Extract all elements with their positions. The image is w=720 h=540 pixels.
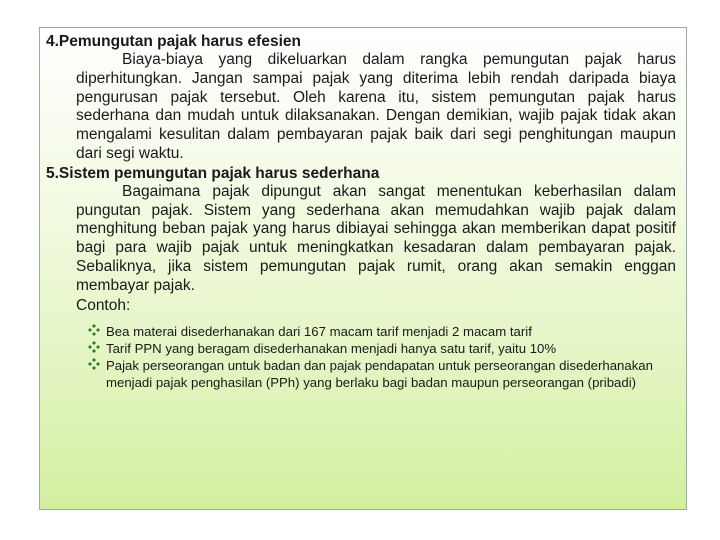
list-item [84, 340, 666, 357]
section-5-heading: 5.Sistem pemungutan pajak harus sederhana [46, 164, 380, 182]
example-text: Bea materai disederhanakan dari 167 macam tarif menjadi 2 macam tarif [106, 323, 532, 339]
example-text: Tarif PPN yang beragam disederhanakan menjadi hanya satu tarif, yaitu 10% [106, 340, 557, 356]
section-4-heading: 4.Pemungutan pajak harus efesien [46, 33, 301, 50]
four-diamond-bullet-icon [88, 324, 100, 336]
four-diamond-bullet-icon [88, 341, 100, 353]
section-4-paragraph: Biaya-biaya yang dikeluarkan dalam rangka pemungutan pajak harus diperhitungkan. Jangan sampai pajak yang diterima lebih rendah daripada biaya pengurusan pajak tersebut. Oleh karena itu, sistem pemungutan pajak harus sederhana dan mudah untuk dilaksanakan. Dengan demikian, wajib pajak tidak akan mengalami kesulitan dalam pembayaran pajak baik dari segi penghitungan maupun dari segi waktu. [76, 51, 676, 162]
slide-text [46, 32, 678, 391]
list-item [84, 357, 666, 391]
four-diamond-bullet-icon [88, 358, 100, 370]
list-item [84, 323, 666, 340]
slide-content-box [39, 27, 687, 510]
example-text: Pajak perseorangan untuk badan dan pajak pendapatan untuk perseorangan disederhanakan menjadi pajak penghasilan (PPh) yang berlaku bagi badan maupun perseorangan (pribadi) [106, 357, 653, 391]
example-label: Contoh: [76, 296, 131, 314]
example-list [84, 323, 678, 392]
section-5-paragraph: Bagaimana pajak dipungut akan sangat menentukan keberhasilan dalam pungutan pajak. Sistem yang sederhana akan memudahkan wajib pajak dalam menghitung beban pajak yang harus dibiayai sehingga akan memberikan dapat positif bagi para wajib pajak untuk meningkatkan kesadaran dalam pembayaran pajak. Sebaliknya, jika sistem pemungutan pajak rumit, orang akan semakin enggan membayar pajak. [76, 182, 676, 294]
